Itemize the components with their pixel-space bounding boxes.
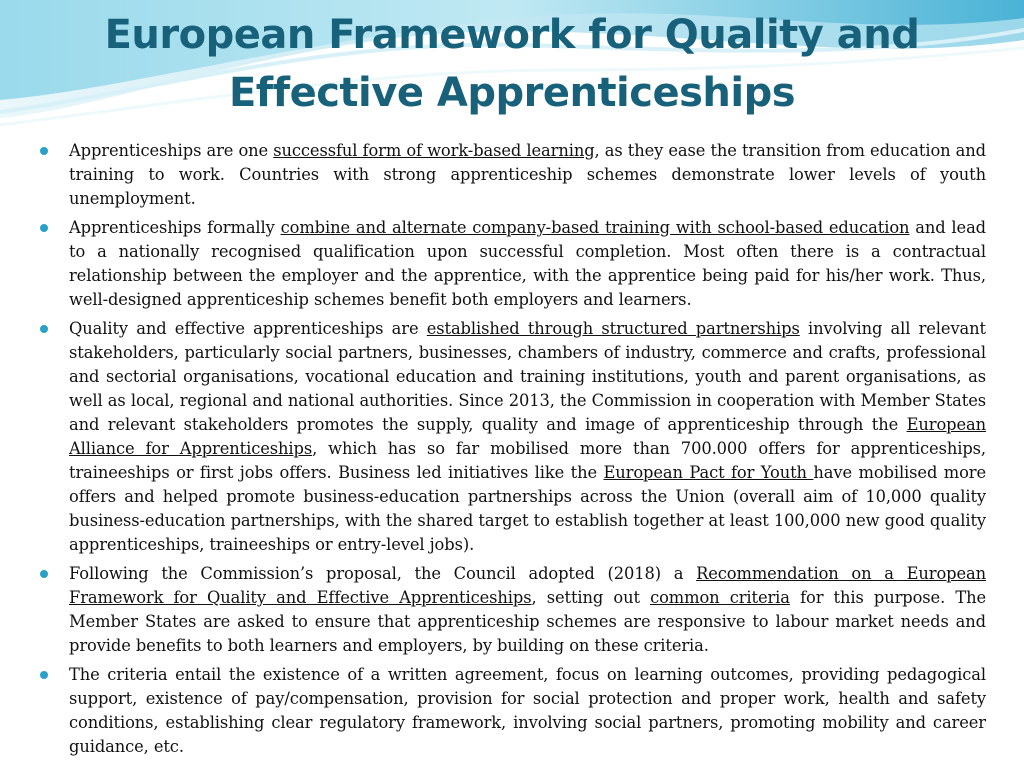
link-council-recommendation[interactable]: Recommendation on a European Framework for Quality and Effective Apprenticeships: [69, 564, 986, 607]
bullet-dot-icon: [40, 147, 48, 155]
page-title-line-1: European Framework for Quality and: [104, 12, 920, 58]
bullet-dot-icon: [40, 671, 48, 679]
highlighted-phrase: successful form of work-based learning: [273, 141, 595, 160]
link-european-pact-for-youth[interactable]: European Pact for Youth: [603, 463, 814, 482]
bullet-dot-icon: [40, 224, 48, 232]
highlighted-phrase: established through structured partnerships: [426, 319, 800, 338]
bullet-dot-icon: [40, 325, 48, 333]
link-european-alliance[interactable]: European Alliance for Apprenticeships: [69, 415, 986, 458]
bullet-item: Quality and effective apprenticeships are established through structured partnerships involving all relevant stakeholders, particularly social partners, businesses, chambers of industry, commerce and crafts, professional and sectorial organisations, vocational education and training institutions, youth and parent organisations, as well as local, regional and national authorities. Since 2013, the Commission in cooperation with Member States and relevant stakeholders promotes the supply, quality and image of apprenticeship through the European Alliance for Apprenticeships, which has so far mobilised more than 700.000 offers for apprenticeships, traineeships or first jobs offers. Business led initiatives like the European Pact for Youth have mobilised more offers and helped promote business-education partnerships across the Union (overall aim of 10,000 quality business-education partnerships, with the shared target to establish together at least 100,000 new good quality apprenticeships, traineeships or entry-level jobs).: [40, 317, 986, 557]
page-title: [0, 6, 1024, 122]
page-title-line-2: Effective Apprenticeships: [228, 70, 796, 116]
bullet-item: The criteria entail the existence of a written agreement, focus on learning outcomes, providing pedagogical support, existence of pay/compensation, provision for social protection and proper work, health and safety conditions, establishing clear regulatory framework, involving social partners, promoting mobility and career guidance, etc.: [40, 663, 986, 759]
link-common-criteria[interactable]: common criteria: [650, 588, 790, 607]
highlighted-phrase: combine and alternate company-based training with school-based education: [280, 218, 910, 237]
bullet-list: [40, 139, 986, 764]
bullet-item: Apprenticeships formally combine and alternate company-based training with school-based education and lead to a nationally recognised qualification upon successful completion. Most often there is a contractual relationship between the employer and the apprentice, with the apprentice being paid for his/her work. Thus, well-designed apprenticeship schemes benefit both employers and learners.: [40, 216, 986, 312]
bullet-item: Apprenticeships are one successful form of work-based learning, as they ease the transition from education and training to work. Countries with strong apprenticeship schemes demonstrate lower levels of youth unemployment.: [40, 139, 986, 211]
bullet-item: Following the Commission’s proposal, the Council adopted (2018) a Recommendation on a European Framework for Quality and Effective Apprenticeships, setting out common criteria for this purpose. The Member States are asked to ensure that apprenticeship schemes are responsive to labour market needs and provide benefits to both learners and employers, by building on these criteria.: [40, 562, 986, 658]
bullet-dot-icon: [40, 570, 48, 578]
